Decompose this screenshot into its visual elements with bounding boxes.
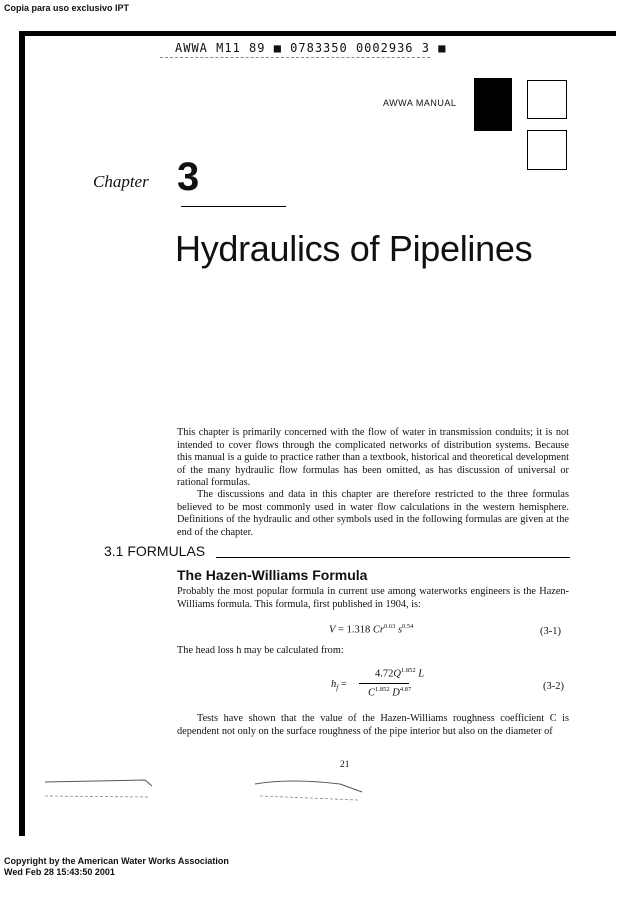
top-rule — [19, 31, 616, 36]
section-rule — [216, 557, 570, 558]
copyright-line: Copyright by the American Water Works Association — [4, 856, 229, 866]
header-code: AWWA M11 89 ■ 0783350 0002936 3 ■ — [175, 41, 447, 55]
chapter-rule — [181, 206, 286, 207]
equation-3-2-number: (3-2) — [543, 681, 564, 692]
intro-paragraph-1: This chapter is primarily concerned with the flow of water in transmission conduits; it is not intended to cover flows through the complicated networks of distribution systems. Because this manual is a guide to practice rather than a textbook, historical and theoretical development of the many hydraulic flow formulas has been omitted, as has discussion of universal or rational formulas. — [177, 427, 569, 488]
equation-3-1-number: (3-1) — [540, 626, 561, 637]
hazen-williams-paragraph: Probably the most popular formula in current use among waterworks engineers is the Hazen-Williams formula. This formula, first published in 1904, is: — [177, 586, 569, 610]
chapter-label: Chapter — [93, 172, 149, 191]
black-tab-box — [474, 78, 512, 131]
page-title: Hydraulics of Pipelines — [175, 228, 533, 269]
left-margin-bar — [19, 36, 25, 836]
equation-3-2-denominator: $C^{1.852}$ $D^{4.87}$ — [368, 686, 412, 699]
subsection-title: The Hazen-Williams Formula — [177, 567, 368, 583]
equation-3-1: V = 1.318 $Cr^{0.63}$ $s^{0.54}$ — [329, 623, 414, 636]
roughness-paragraph: Tests have shown that the value of the Hazen-Williams roughness coefficient C is dependent not only on the surface roughness of the pipe interior but also on the diameter of — [177, 713, 569, 737]
timestamp-line: Wed Feb 28 15:43:50 2001 — [4, 867, 115, 877]
equation-3-2-fraction-bar — [359, 683, 409, 684]
head-loss-paragraph: The head loss h may be calculated from: — [177, 645, 344, 656]
section-heading: 3.1 FORMULAS — [104, 543, 206, 559]
outline-box-bottom — [527, 130, 567, 170]
equation-3-2-numerator: $4.72Q^{1.852}$ L — [375, 667, 425, 680]
chapter-number: 3 — [177, 155, 200, 199]
scan-marks — [40, 770, 400, 810]
intro-paragraph-2: The discussions and data in this chapter are therefore restricted to the three formulas believed to be most commonly used in water flow calculations in the western hemisphere. Definitions of the hydraulic and other symbols used in the following formulas are given at the end of the chapter. — [177, 489, 569, 538]
watermark-top: Copia para uso exclusivo IPT — [4, 3, 130, 13]
page-number: 21 — [340, 760, 350, 770]
manual-label: AWWA MANUAL — [383, 98, 457, 108]
watermark-bottom — [4, 856, 229, 878]
equation-3-2-lhs: $h_f$ = — [331, 679, 347, 693]
header-code-underline — [160, 57, 430, 58]
outline-box-top — [527, 80, 567, 119]
